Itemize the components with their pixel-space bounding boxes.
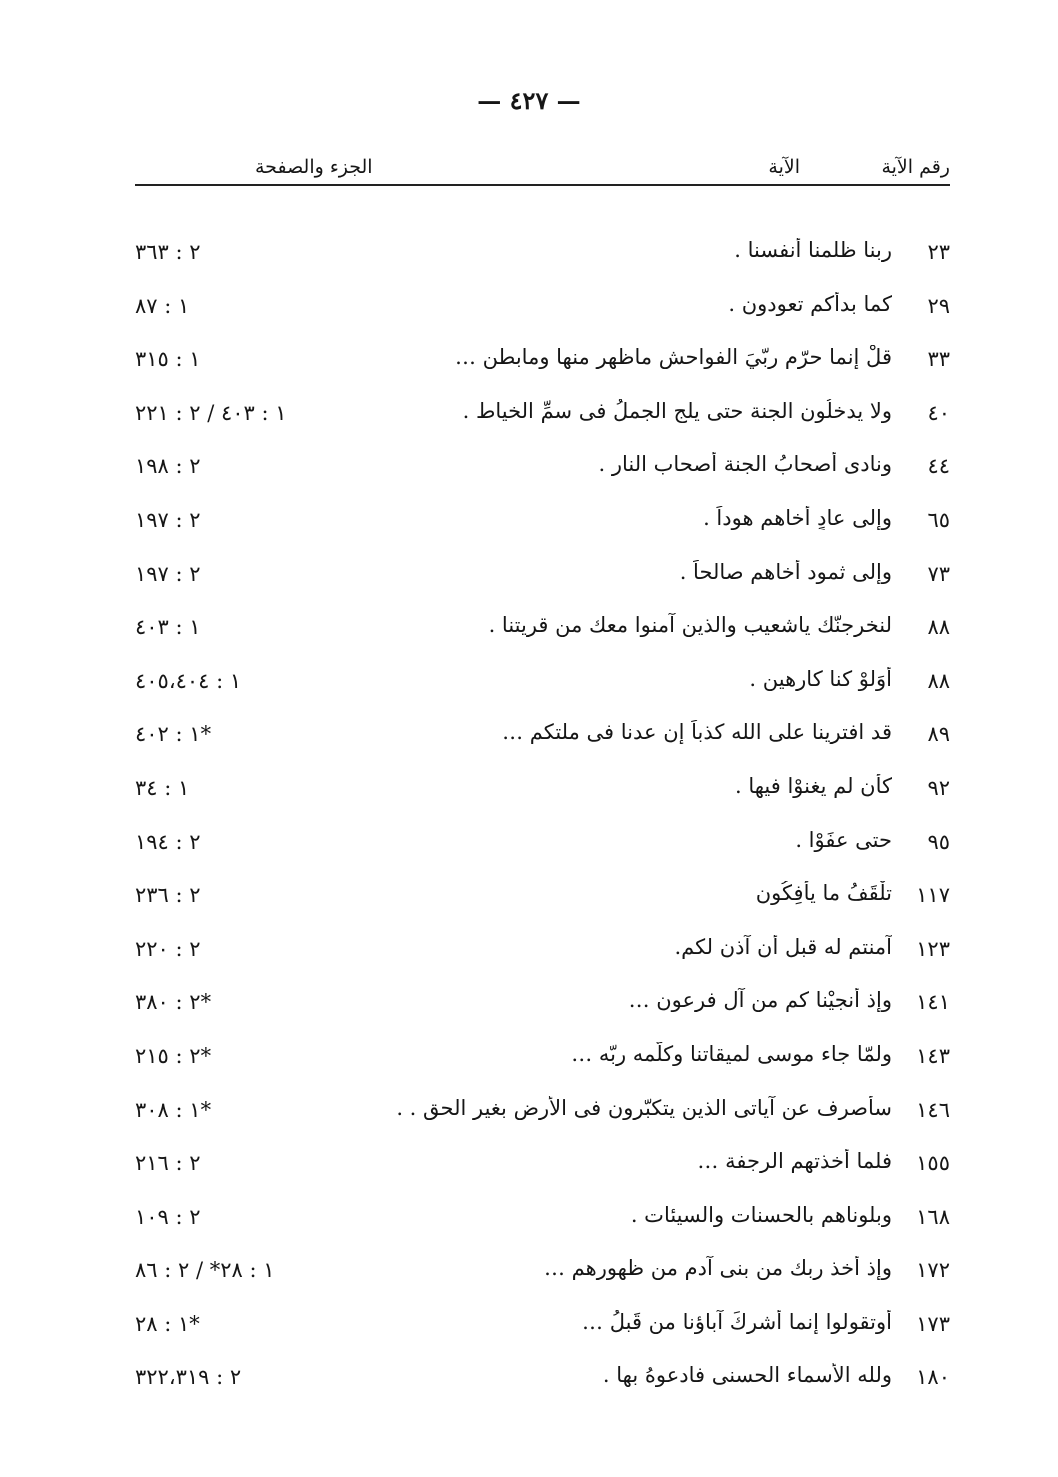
entry-ayah-text: قلْ إنما حرّم ربّيَ الفواحش ماظهر منها ومابطن … [454,345,892,370]
entry-part-page: ١ : ٤٠٣ / ٢ : ٢٢١ [135,400,287,425]
entry-ayah-text: ونادى أصحابُ الجنة أصحاب النار . [598,452,892,477]
entry-part-page: ٢ : ٣٨٠* [135,990,212,1015]
entry-part-page: ٢ : ٢٣٦ [135,883,201,908]
entry-ayah-text: ربنا ظلمنا أنفسنا . [734,238,892,262]
entry-ayah-number: ١٥٥ [916,1151,950,1176]
entry-ayah-number: ١٧٣ [916,1311,950,1336]
entry-part-page: ١ : ٢٨* [135,1311,200,1336]
entry-part-page: ٢ : ١٩٤ [135,829,201,854]
entry-ayah-text: لنخرجنّك ياشعيب والذين آمنوا معك من قريتنا . [488,613,892,638]
entry-ayah-text: آمنتم له قبل أن آذن لكم. [674,934,892,959]
index-entry [135,280,950,334]
entry-ayah-number: ١٦٨ [916,1204,950,1229]
entry-ayah-number: ٢٩ [927,293,950,318]
index-entry [135,1137,950,1191]
entry-ayah-number: ٤٠ [927,400,950,425]
index-entry [135,494,950,548]
entry-ayah-number: ١٢٣ [916,936,950,961]
entry-ayah-number: ٨٨ [927,668,950,693]
entry-ayah-number: ٧٣ [927,561,950,586]
index-entry [135,548,950,602]
header-ayah-number: رقم الآية [881,156,950,178]
entry-part-page: ٢ : ١٠٩ [135,1204,201,1229]
index-entry [135,923,950,977]
column-headers [135,150,950,186]
entry-ayah-text: سأصرف عن آياتى الذين يتكبّرون فى الأرض بغير الحق . . [396,1095,892,1120]
index-entry [135,869,950,923]
entry-ayah-text: وإلى ثمود أخاهم صالحاً . [679,559,892,584]
entry-part-page: ١ : ٨٧ [135,293,190,318]
entry-ayah-text: ولله الأسماء الحسنى فادعوهُ بها . [602,1363,892,1388]
entry-ayah-number: ١٨٠ [916,1365,950,1390]
entry-ayah-text: ولا يدخلُون الجنة حتى يلج الجملُ فى سمِّ الخياط . [462,398,892,423]
entry-part-page: ٢ : ٣٦٣ [135,240,201,264]
index-entry [135,1298,950,1352]
entry-ayah-text: وإذ أخذ ربك من بنى آدم من ظهورهم … [543,1256,892,1281]
entry-ayah-text: ولمّا جاء موسى لميقاتنا وكلّمه ربّه … [571,1041,892,1066]
entry-ayah-number: ٩٥ [927,829,950,854]
entry-ayah-number: ١١٧ [916,883,950,908]
entry-ayah-text: وبلوناهم بالحسنات والسيئات . [630,1202,892,1227]
entry-ayah-text: وإلى عادٍ أخاهم هوداً . [703,505,892,530]
index-entry [135,387,950,441]
entry-part-page: ١ : ٣٤ [135,775,190,800]
entry-part-page: ٢ : ٢١٦ [135,1151,201,1176]
entry-ayah-number: ١٤٣ [916,1043,950,1068]
entry-ayah-number: ٣٣ [927,347,950,372]
entry-part-page: ١ : ٤٠٥،٤٠٤ [135,668,242,693]
entry-part-page: ١ : ٢٨* / ٢ : ٨٦ [135,1258,275,1283]
header-divider [135,184,950,186]
entry-ayah-text: قد افترينا على الله كذباً إن عدنا فى ملتكم … [502,720,892,745]
index-entry [135,762,950,816]
entry-ayah-text: كأن لم يغنوْا فيها . [734,773,892,798]
entry-part-page: ١ : ٣١٥ [135,347,201,372]
index-entry [135,708,950,762]
entry-part-page: ١ : ٤٠٣ [135,615,201,640]
index-entry [135,601,950,655]
entry-ayah-number: ١٤٦ [916,1097,950,1122]
entry-part-page: ١ : ٣٠٨* [135,1097,212,1122]
page-number: — ٤٢٧ — [477,86,581,115]
entry-ayah-text: أوَلوْ كنا كارهين . [749,666,892,691]
entry-part-page: ٢ : ٢١٥* [135,1043,212,1068]
entry-ayah-text: تلْقَفُ ما يأفِكُون [755,881,892,906]
index-entry [135,1191,950,1245]
index-entry [135,655,950,709]
index-entry [135,226,950,280]
index-entry [135,1084,950,1138]
entry-ayah-number: ٨٩ [927,722,950,747]
entry-ayah-number: ١٤١ [916,990,950,1015]
entry-ayah-number: ٨٨ [927,615,950,640]
entry-ayah-text: فلما أخذتهم الرجفة … [697,1149,892,1174]
entry-part-page: ٢ : ٣٢٢،٣١٩ [135,1365,242,1390]
entry-ayah-text: كما بدأكم تعودون . [728,291,892,316]
index-entry [135,1351,950,1405]
entry-part-page: ٢ : ١٩٨ [135,454,201,479]
entry-ayah-text: حتى عفَوْا . [795,827,892,852]
entry-part-page: ٢ : ٢٢٠ [135,936,201,961]
header-part-page: الجزء والصفحة [255,156,373,178]
entry-part-page: ٢ : ١٩٧ [135,561,201,586]
entry-ayah-number: ٦٥ [927,507,950,532]
index-entry [135,333,950,387]
entry-part-page: ١ : ٤٠٢* [135,722,212,747]
entry-ayah-number: ٩٢ [927,775,950,800]
index-entries [135,226,950,1405]
header-ayah: الآية [768,156,800,178]
entry-ayah-number: ٢٣ [927,240,950,264]
entry-ayah-text: وإذ أنجيْنا كم من آل فرعون … [628,988,892,1013]
index-entry [135,440,950,494]
index-entry [135,976,950,1030]
index-entry [135,1244,950,1298]
index-entry [135,816,950,870]
entry-ayah-text: أوتقولوا إنما أشركَ آباؤنا من قَبلُ … [582,1309,892,1334]
entry-ayah-number: ٤٤ [927,454,950,479]
index-entry [135,1030,950,1084]
entry-part-page: ٢ : ١٩٧ [135,507,201,532]
entry-ayah-number: ١٧٢ [916,1258,950,1283]
